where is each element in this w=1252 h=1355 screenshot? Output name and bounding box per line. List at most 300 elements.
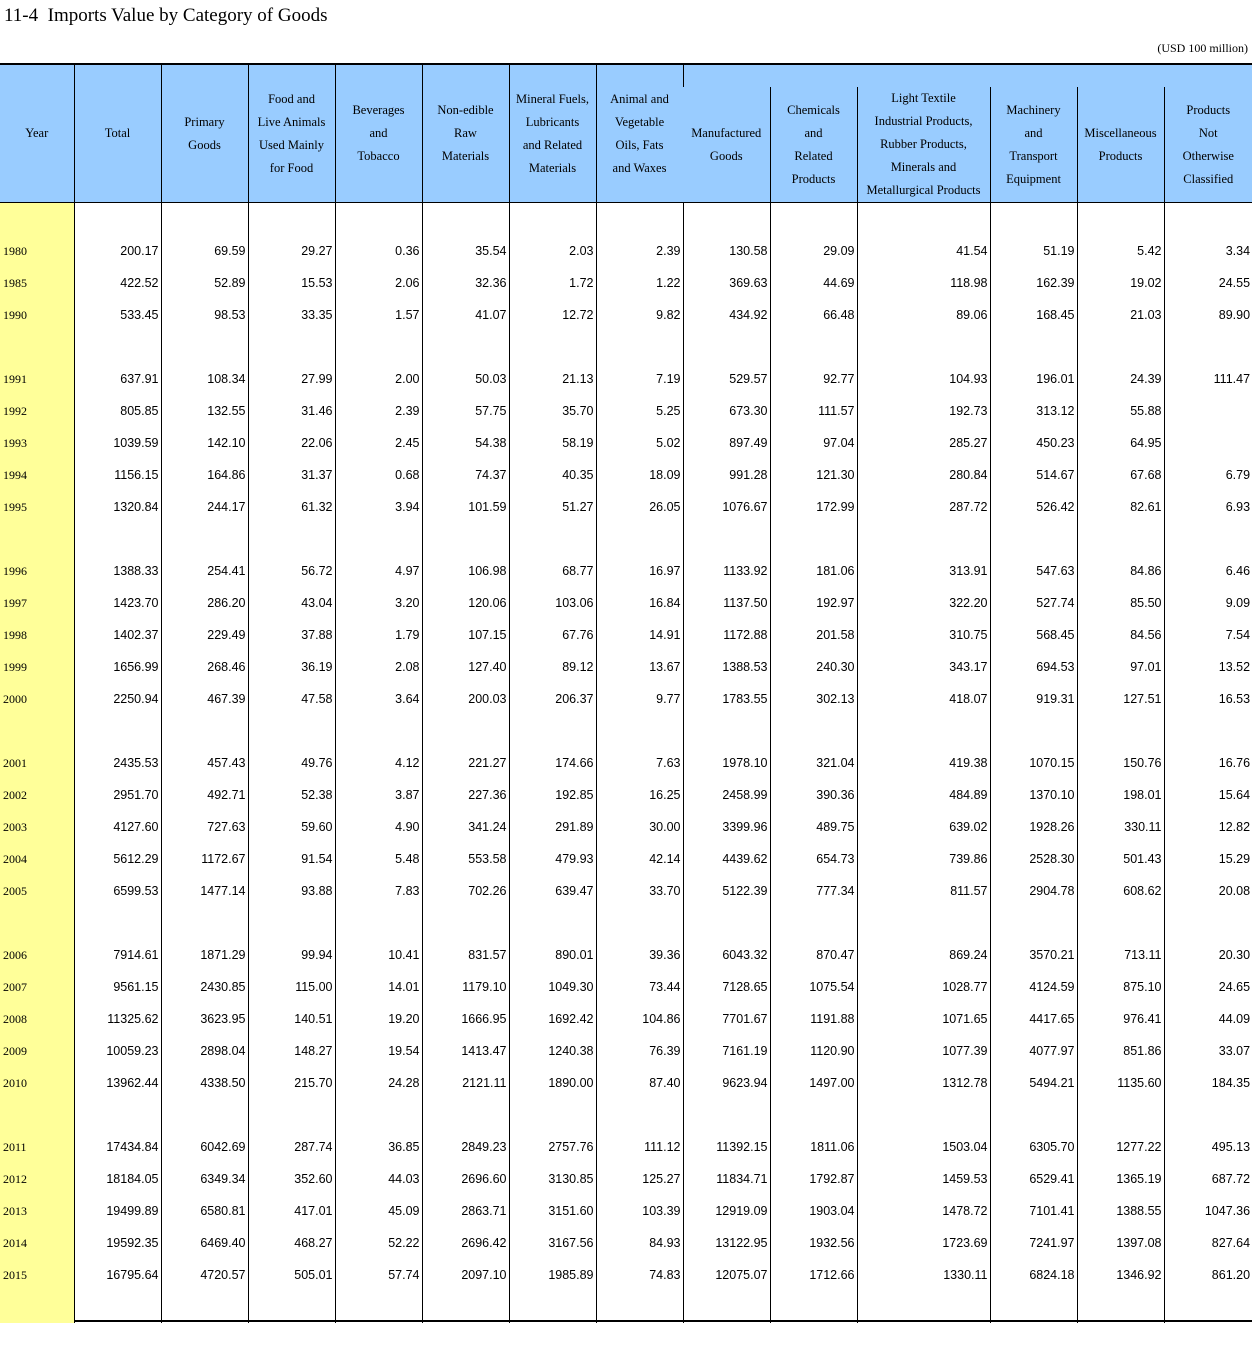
cell-total: 11325.62 xyxy=(74,1003,161,1035)
cell-light-textile: 343.17 xyxy=(857,651,990,683)
header-line: Related xyxy=(794,148,833,163)
cell-machinery: 7101.41 xyxy=(990,1195,1077,1227)
cell-chemicals: 44.69 xyxy=(770,267,857,299)
table-row xyxy=(0,1131,1252,1163)
spacer-cell xyxy=(683,1291,770,1323)
cell-total: 19592.35 xyxy=(74,1227,161,1259)
cell-nonedible: 2849.23 xyxy=(422,1131,509,1163)
spacer-cell xyxy=(0,523,74,555)
cell-not-classified: 20.30 xyxy=(1164,939,1252,971)
header-line: Otherwise xyxy=(1182,148,1234,163)
spacer-cell xyxy=(857,523,990,555)
cell-year: 2009 xyxy=(0,1035,74,1067)
cell-animal-oils: 104.86 xyxy=(596,1003,683,1035)
cell-animal-oils: 87.40 xyxy=(596,1067,683,1099)
cell-beverages: 2.39 xyxy=(335,395,422,427)
spacer-cell xyxy=(596,1291,683,1323)
cell-food: 29.27 xyxy=(248,235,335,267)
spacer-cell xyxy=(990,1291,1077,1323)
table-row xyxy=(0,427,1252,459)
cell-mineral-fuels: 35.70 xyxy=(509,395,596,427)
spacer-cell xyxy=(990,523,1077,555)
spacer-cell xyxy=(335,907,422,939)
cell-chemicals: 121.30 xyxy=(770,459,857,491)
cell-primary-goods: 6580.81 xyxy=(161,1195,248,1227)
cell-beverages: 1.79 xyxy=(335,619,422,651)
header-line: Animal and xyxy=(610,91,669,106)
cell-mineral-fuels: 192.85 xyxy=(509,779,596,811)
table-row xyxy=(0,875,1252,907)
cell-chemicals: 1712.66 xyxy=(770,1259,857,1291)
cell-primary-goods: 6042.69 xyxy=(161,1131,248,1163)
cell-mineral-fuels: 174.66 xyxy=(509,747,596,779)
cell-miscellaneous: 24.39 xyxy=(1077,363,1164,395)
cell-beverages: 4.97 xyxy=(335,555,422,587)
data-table-container xyxy=(0,63,1252,1322)
header-line: Beverages xyxy=(352,103,405,117)
cell-miscellaneous: 976.41 xyxy=(1077,1003,1164,1035)
cell-primary-goods: 4720.57 xyxy=(161,1259,248,1291)
cell-not-classified: 9.09 xyxy=(1164,587,1252,619)
cell-miscellaneous: 19.02 xyxy=(1077,267,1164,299)
cell-total: 1402.37 xyxy=(74,619,161,651)
header-line: Lubricants xyxy=(525,114,580,129)
spacer-cell xyxy=(509,523,596,555)
cell-manufactured-goods: 1137.50 xyxy=(683,587,770,619)
cell-not-classified: 13.52 xyxy=(1164,651,1252,683)
cell-not-classified: 16.53 xyxy=(1164,683,1252,715)
cell-not-classified: 24.65 xyxy=(1164,971,1252,1003)
cell-light-textile: 1312.78 xyxy=(857,1067,990,1099)
header-nonedible xyxy=(422,65,509,203)
cell-food: 52.38 xyxy=(248,779,335,811)
cell-primary-goods: 142.10 xyxy=(161,427,248,459)
header-line: Mineral Fuels, xyxy=(516,91,589,106)
cell-light-textile: 1478.72 xyxy=(857,1195,990,1227)
spacer-cell xyxy=(422,907,509,939)
cell-total: 7914.61 xyxy=(74,939,161,971)
cell-manufactured-goods: 1172.88 xyxy=(683,619,770,651)
cell-total: 200.17 xyxy=(74,235,161,267)
cell-machinery: 3570.21 xyxy=(990,939,1077,971)
cell-animal-oils: 84.93 xyxy=(596,1227,683,1259)
spacer-cell xyxy=(770,331,857,363)
cell-total: 4127.60 xyxy=(74,811,161,843)
cell-chemicals: 1903.04 xyxy=(770,1195,857,1227)
cell-miscellaneous: 150.76 xyxy=(1077,747,1164,779)
cell-miscellaneous: 67.68 xyxy=(1077,459,1164,491)
cell-total: 1039.59 xyxy=(74,427,161,459)
cell-not-classified: 6.46 xyxy=(1164,555,1252,587)
cell-primary-goods: 457.43 xyxy=(161,747,248,779)
cell-machinery: 450.23 xyxy=(990,427,1077,459)
cell-beverages: 0.68 xyxy=(335,459,422,491)
cell-food: 140.51 xyxy=(248,1003,335,1035)
cell-beverages: 19.20 xyxy=(335,1003,422,1035)
spacer-cell xyxy=(1164,331,1252,363)
cell-mineral-fuels: 1240.38 xyxy=(509,1035,596,1067)
cell-mineral-fuels: 1890.00 xyxy=(509,1067,596,1099)
header-line: and xyxy=(804,125,823,140)
header-line: Miscellaneous xyxy=(1084,125,1157,140)
cell-machinery: 547.63 xyxy=(990,555,1077,587)
cell-nonedible: 2121.11 xyxy=(422,1067,509,1099)
spacer-cell xyxy=(335,715,422,747)
cell-manufactured-goods: 991.28 xyxy=(683,459,770,491)
header-machinery xyxy=(990,87,1077,203)
cell-year: 1991 xyxy=(0,363,74,395)
cell-manufactured-goods: 6043.32 xyxy=(683,939,770,971)
header-line: Products xyxy=(791,171,836,186)
table-header xyxy=(0,65,1252,203)
cell-chemicals: 302.13 xyxy=(770,683,857,715)
cell-not-classified: 111.47 xyxy=(1164,363,1252,395)
cell-light-textile: 89.06 xyxy=(857,299,990,331)
cell-year: 2012 xyxy=(0,1163,74,1195)
cell-beverages: 3.64 xyxy=(335,683,422,715)
cell-total: 17434.84 xyxy=(74,1131,161,1163)
cell-miscellaneous: 875.10 xyxy=(1077,971,1164,1003)
cell-total: 422.52 xyxy=(74,267,161,299)
spacer-cell xyxy=(1077,1099,1164,1131)
header-light-textile xyxy=(857,87,990,203)
cell-not-classified: 89.90 xyxy=(1164,299,1252,331)
cell-chemicals: 654.73 xyxy=(770,843,857,875)
spacer-row xyxy=(0,203,1252,236)
spacer-row xyxy=(0,1291,1252,1323)
spacer-cell xyxy=(596,203,683,236)
header-mineral-fuels xyxy=(509,65,596,203)
cell-miscellaneous: 851.86 xyxy=(1077,1035,1164,1067)
cell-beverages: 5.48 xyxy=(335,843,422,875)
header-line: Transport xyxy=(1009,148,1058,163)
spacer-cell xyxy=(422,523,509,555)
cell-not-classified: 861.20 xyxy=(1164,1259,1252,1291)
cell-light-textile: 1459.53 xyxy=(857,1163,990,1195)
cell-manufactured-goods: 13122.95 xyxy=(683,1227,770,1259)
spacer-cell xyxy=(857,715,990,747)
spacer-cell xyxy=(990,907,1077,939)
cell-animal-oils: 26.05 xyxy=(596,491,683,523)
cell-total: 805.85 xyxy=(74,395,161,427)
header-year xyxy=(0,65,74,203)
cell-animal-oils: 16.25 xyxy=(596,779,683,811)
cell-year: 1999 xyxy=(0,651,74,683)
cell-nonedible: 41.07 xyxy=(422,299,509,331)
cell-nonedible: 200.03 xyxy=(422,683,509,715)
cell-primary-goods: 268.46 xyxy=(161,651,248,683)
cell-beverages: 45.09 xyxy=(335,1195,422,1227)
header-line: Oils, Fats xyxy=(615,137,664,152)
cell-miscellaneous: 608.62 xyxy=(1077,875,1164,907)
cell-light-textile: 41.54 xyxy=(857,235,990,267)
cell-food: 33.35 xyxy=(248,299,335,331)
cell-miscellaneous: 84.56 xyxy=(1077,619,1164,651)
spacer-cell xyxy=(335,523,422,555)
cell-food: 31.46 xyxy=(248,395,335,427)
cell-miscellaneous: 85.50 xyxy=(1077,587,1164,619)
cell-total: 2250.94 xyxy=(74,683,161,715)
cell-beverages: 0.36 xyxy=(335,235,422,267)
cell-total: 1388.33 xyxy=(74,555,161,587)
cell-miscellaneous: 1397.08 xyxy=(1077,1227,1164,1259)
header-line: and Waxes xyxy=(612,160,667,175)
cell-total: 2435.53 xyxy=(74,747,161,779)
cell-manufactured-goods: 12075.07 xyxy=(683,1259,770,1291)
cell-light-textile: 287.72 xyxy=(857,491,990,523)
cell-primary-goods: 4338.50 xyxy=(161,1067,248,1099)
spacer-cell xyxy=(161,715,248,747)
cell-food: 61.32 xyxy=(248,491,335,523)
cell-not-classified: 12.82 xyxy=(1164,811,1252,843)
header-animal-oils xyxy=(596,65,683,203)
spacer-cell xyxy=(422,715,509,747)
cell-nonedible: 1413.47 xyxy=(422,1035,509,1067)
cell-beverages: 14.01 xyxy=(335,971,422,1003)
cell-miscellaneous: 1365.19 xyxy=(1077,1163,1164,1195)
header-line: Minerals and xyxy=(890,160,957,174)
cell-animal-oils: 16.84 xyxy=(596,587,683,619)
spacer-cell xyxy=(1164,523,1252,555)
header-line: Tobacco xyxy=(357,149,400,163)
cell-nonedible: 2696.60 xyxy=(422,1163,509,1195)
spacer-cell xyxy=(335,331,422,363)
cell-chemicals: 1120.90 xyxy=(770,1035,857,1067)
cell-animal-oils: 39.36 xyxy=(596,939,683,971)
cell-year: 2006 xyxy=(0,939,74,971)
cell-nonedible: 1179.10 xyxy=(422,971,509,1003)
cell-miscellaneous: 55.88 xyxy=(1077,395,1164,427)
spacer-cell xyxy=(161,331,248,363)
header-chemicals xyxy=(770,87,857,203)
cell-beverages: 4.90 xyxy=(335,811,422,843)
cell-not-classified: 16.76 xyxy=(1164,747,1252,779)
cell-light-textile: 811.57 xyxy=(857,875,990,907)
cell-total: 637.91 xyxy=(74,363,161,395)
header-line: Raw xyxy=(454,126,477,140)
spacer-cell xyxy=(161,907,248,939)
cell-nonedible: 74.37 xyxy=(422,459,509,491)
cell-light-textile: 310.75 xyxy=(857,619,990,651)
table-row xyxy=(0,491,1252,523)
spacer-cell xyxy=(770,715,857,747)
cell-mineral-fuels: 1692.42 xyxy=(509,1003,596,1035)
cell-nonedible: 107.15 xyxy=(422,619,509,651)
cell-chemicals: 777.34 xyxy=(770,875,857,907)
spacer-cell xyxy=(1164,715,1252,747)
cell-beverages: 4.12 xyxy=(335,747,422,779)
cell-not-classified: 6.79 xyxy=(1164,459,1252,491)
cell-machinery: 1370.10 xyxy=(990,779,1077,811)
cell-nonedible: 57.75 xyxy=(422,395,509,427)
header-line: Classified xyxy=(1183,171,1234,186)
cell-light-textile: 418.07 xyxy=(857,683,990,715)
cell-machinery: 4124.59 xyxy=(990,971,1077,1003)
spacer-cell xyxy=(857,1291,990,1323)
cell-total: 10059.23 xyxy=(74,1035,161,1067)
table-row xyxy=(0,459,1252,491)
cell-light-textile: 118.98 xyxy=(857,267,990,299)
cell-machinery: 2904.78 xyxy=(990,875,1077,907)
spacer-cell xyxy=(596,1099,683,1131)
cell-machinery: 6824.18 xyxy=(990,1259,1077,1291)
cell-animal-oils: 111.12 xyxy=(596,1131,683,1163)
cell-chemicals: 1497.00 xyxy=(770,1067,857,1099)
cell-miscellaneous: 1388.55 xyxy=(1077,1195,1164,1227)
spacer-cell xyxy=(683,907,770,939)
cell-primary-goods: 286.20 xyxy=(161,587,248,619)
spacer-cell xyxy=(857,331,990,363)
cell-year: 2004 xyxy=(0,843,74,875)
cell-food: 37.88 xyxy=(248,619,335,651)
cell-food: 505.01 xyxy=(248,1259,335,1291)
cell-animal-oils: 2.39 xyxy=(596,235,683,267)
cell-manufactured-goods: 673.30 xyxy=(683,395,770,427)
spacer-cell xyxy=(1164,1099,1252,1131)
cell-food: 352.60 xyxy=(248,1163,335,1195)
cell-manufactured-goods: 12919.09 xyxy=(683,1195,770,1227)
cell-year: 2014 xyxy=(0,1227,74,1259)
cell-light-textile: 1723.69 xyxy=(857,1227,990,1259)
cell-food: 468.27 xyxy=(248,1227,335,1259)
spacer-cell xyxy=(1077,523,1164,555)
cell-manufactured-goods: 1076.67 xyxy=(683,491,770,523)
spacer-cell xyxy=(509,203,596,236)
cell-mineral-fuels: 51.27 xyxy=(509,491,596,523)
spacer-cell xyxy=(683,203,770,236)
cell-miscellaneous: 501.43 xyxy=(1077,843,1164,875)
cell-animal-oils: 1.22 xyxy=(596,267,683,299)
header-manufactured-goods xyxy=(683,87,770,203)
cell-manufactured-goods: 11834.71 xyxy=(683,1163,770,1195)
spacer-cell xyxy=(335,1291,422,1323)
table-row xyxy=(0,843,1252,875)
cell-machinery: 514.67 xyxy=(990,459,1077,491)
cell-nonedible: 2696.42 xyxy=(422,1227,509,1259)
cell-chemicals: 172.99 xyxy=(770,491,857,523)
cell-nonedible: 127.40 xyxy=(422,651,509,683)
cell-mineral-fuels: 3151.60 xyxy=(509,1195,596,1227)
cell-food: 148.27 xyxy=(248,1035,335,1067)
cell-manufactured-goods: 897.49 xyxy=(683,427,770,459)
header-line: Rubber Products, xyxy=(880,137,967,151)
cell-nonedible: 341.24 xyxy=(422,811,509,843)
header-line: Machinery xyxy=(1006,102,1061,117)
cell-machinery: 6529.41 xyxy=(990,1163,1077,1195)
cell-animal-oils: 33.70 xyxy=(596,875,683,907)
header-line: Non-edible xyxy=(437,103,494,117)
cell-total: 9561.15 xyxy=(74,971,161,1003)
header-line: Products xyxy=(1098,148,1143,163)
header-line: Goods xyxy=(188,137,221,152)
cell-animal-oils: 5.02 xyxy=(596,427,683,459)
cell-year: 1993 xyxy=(0,427,74,459)
spacer-cell xyxy=(161,1291,248,1323)
cell-animal-oils: 74.83 xyxy=(596,1259,683,1291)
cell-not-classified: 1047.36 xyxy=(1164,1195,1252,1227)
cell-nonedible: 553.58 xyxy=(422,843,509,875)
cell-year: 2011 xyxy=(0,1131,74,1163)
cell-manufactured-goods: 130.58 xyxy=(683,235,770,267)
header-beverages xyxy=(335,65,422,203)
table-row xyxy=(0,1259,1252,1291)
page-title: 11-4 Imports Value by Category of Goods xyxy=(4,5,328,26)
header-line: and xyxy=(1024,125,1043,140)
cell-animal-oils: 76.39 xyxy=(596,1035,683,1067)
spacer-cell xyxy=(1164,1291,1252,1323)
cell-machinery: 5494.21 xyxy=(990,1067,1077,1099)
cell-machinery: 313.12 xyxy=(990,395,1077,427)
cell-food: 47.58 xyxy=(248,683,335,715)
cell-miscellaneous: 82.61 xyxy=(1077,491,1164,523)
cell-year: 2003 xyxy=(0,811,74,843)
cell-manufactured-goods: 4439.62 xyxy=(683,843,770,875)
cell-machinery: 7241.97 xyxy=(990,1227,1077,1259)
header-line: Goods xyxy=(709,148,743,163)
cell-primary-goods: 229.49 xyxy=(161,619,248,651)
cell-chemicals: 870.47 xyxy=(770,939,857,971)
cell-light-textile: 313.91 xyxy=(857,555,990,587)
spacer-cell xyxy=(0,203,74,236)
table-row xyxy=(0,1163,1252,1195)
unit-label: (USD 100 million) xyxy=(1157,41,1248,55)
cell-primary-goods: 727.63 xyxy=(161,811,248,843)
cell-miscellaneous: 5.42 xyxy=(1077,235,1164,267)
cell-year: 1994 xyxy=(0,459,74,491)
cell-not-classified xyxy=(1164,395,1252,427)
cell-machinery: 526.42 xyxy=(990,491,1077,523)
spacer-cell xyxy=(1077,907,1164,939)
cell-mineral-fuels: 639.47 xyxy=(509,875,596,907)
cell-manufactured-goods: 11392.15 xyxy=(683,1131,770,1163)
spacer-cell xyxy=(248,1099,335,1131)
cell-year: 2010 xyxy=(0,1067,74,1099)
cell-miscellaneous: 713.11 xyxy=(1077,939,1164,971)
cell-not-classified: 33.07 xyxy=(1164,1035,1252,1067)
cell-nonedible: 54.38 xyxy=(422,427,509,459)
cell-nonedible: 831.57 xyxy=(422,939,509,971)
header-line: Products xyxy=(1186,102,1231,117)
cell-not-classified: 20.08 xyxy=(1164,875,1252,907)
spacer-cell xyxy=(0,907,74,939)
cell-chemicals: 1792.87 xyxy=(770,1163,857,1195)
cell-food: 15.53 xyxy=(248,267,335,299)
cell-food: 417.01 xyxy=(248,1195,335,1227)
cell-primary-goods: 69.59 xyxy=(161,235,248,267)
table-row xyxy=(0,1035,1252,1067)
table-row xyxy=(0,363,1252,395)
cell-food: 27.99 xyxy=(248,363,335,395)
cell-not-classified: 6.93 xyxy=(1164,491,1252,523)
cell-mineral-fuels: 3130.85 xyxy=(509,1163,596,1195)
cell-year: 2008 xyxy=(0,1003,74,1035)
table-body xyxy=(0,203,1252,1324)
cell-year: 2015 xyxy=(0,1259,74,1291)
cell-manufactured-goods: 529.57 xyxy=(683,363,770,395)
spacer-cell xyxy=(857,1099,990,1131)
cell-light-textile: 1028.77 xyxy=(857,971,990,1003)
spacer-row xyxy=(0,523,1252,555)
cell-light-textile: 419.38 xyxy=(857,747,990,779)
cell-animal-oils: 7.19 xyxy=(596,363,683,395)
table-row xyxy=(0,1067,1252,1099)
cell-miscellaneous: 198.01 xyxy=(1077,779,1164,811)
cell-primary-goods: 467.39 xyxy=(161,683,248,715)
cell-mineral-fuels: 890.01 xyxy=(509,939,596,971)
header-line: Industrial Products, xyxy=(874,114,973,128)
header-line: Equipment xyxy=(1006,171,1061,186)
spacer-row xyxy=(0,331,1252,363)
